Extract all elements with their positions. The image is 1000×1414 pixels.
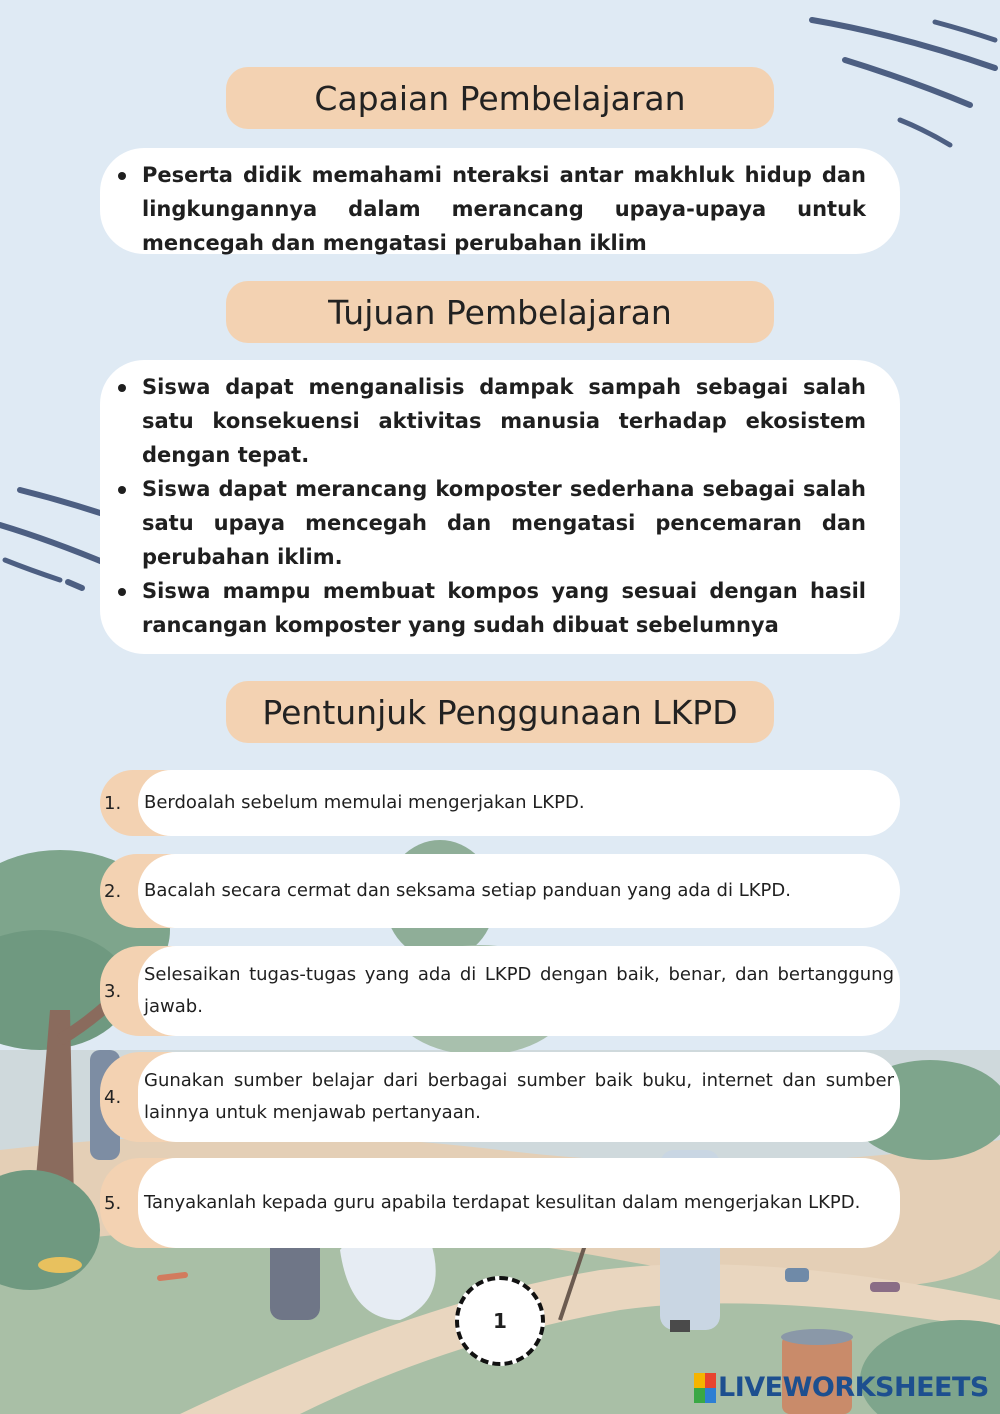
step-text: Tanyakanlah kepada guru apabila terdapat kesulitan dalam mengerjakan LKPD. bbox=[144, 1192, 861, 1213]
bullet-icon bbox=[118, 384, 126, 392]
liveworksheets-watermark bbox=[694, 1372, 989, 1403]
step-item bbox=[100, 946, 900, 1036]
capaian-title: Capaian Pembelajaran bbox=[314, 78, 686, 118]
step-body bbox=[138, 770, 900, 836]
bullet-icon bbox=[118, 486, 126, 494]
tujuan-item bbox=[142, 472, 866, 574]
step-number: 3. bbox=[104, 980, 122, 1002]
tujuan-item-text: Siswa dapat merancang komposter sederhana sebagai salah satu upaya mencegah dan mengatasi pencemaran dan perubahan iklim. bbox=[142, 477, 866, 569]
tujuan-card bbox=[100, 360, 900, 654]
step-text: Selesaikan tugas-tugas yang ada di LKPD dengan baik, benar, dan bertanggung jawab. bbox=[144, 964, 894, 1017]
step-number: 2. bbox=[104, 880, 122, 902]
logo-square-4 bbox=[705, 1388, 716, 1403]
step-text: Gunakan sumber belajar dari berbagai sumber baik buku, internet dan sumber lainnya untuk menjawab pertanyaan. bbox=[144, 1070, 894, 1123]
step-item bbox=[100, 1158, 900, 1248]
step-body bbox=[138, 1052, 900, 1142]
logo-square-3 bbox=[694, 1388, 705, 1403]
capaian-heading bbox=[226, 67, 774, 129]
capaian-card bbox=[100, 148, 900, 254]
page-number bbox=[455, 1276, 545, 1366]
bullet-icon bbox=[118, 172, 126, 180]
petunjuk-heading bbox=[226, 681, 774, 743]
petunjuk-title: Pentunjuk Penggunaan LKPD bbox=[262, 692, 738, 732]
logo-square-2 bbox=[705, 1373, 716, 1388]
capaian-item-text: Peserta didik memahami nteraksi antar makhluk hidup dan lingkungannya dalam merancang upaya-upaya untuk mencegah dan mengatasi perubahan iklim bbox=[142, 163, 866, 255]
step-number: 4. bbox=[104, 1086, 122, 1108]
liveworksheets-logo-icon bbox=[694, 1373, 716, 1403]
step-item bbox=[100, 770, 900, 836]
tujuan-item-text: Siswa mampu membuat kompos yang sesuai dengan hasil rancangan komposter yang sudah dibuat sebelumnya bbox=[142, 579, 866, 637]
logo-square-1 bbox=[694, 1373, 705, 1388]
capaian-item bbox=[142, 158, 866, 260]
step-item bbox=[100, 1052, 900, 1142]
step-item bbox=[100, 854, 900, 928]
tujuan-item-text: Siswa dapat menganalisis dampak sampah sebagai salah satu konsekuensi aktivitas manusia terhadap ekosistem dengan tepat. bbox=[142, 375, 866, 467]
watermark-text: LIVEWORKSHEETS bbox=[718, 1372, 989, 1403]
step-number: 5. bbox=[104, 1192, 122, 1214]
tujuan-item bbox=[142, 370, 866, 472]
bullet-icon bbox=[118, 588, 126, 596]
tujuan-heading bbox=[226, 281, 774, 343]
step-text: Bacalah secara cermat dan seksama setiap panduan yang ada di LKPD. bbox=[144, 880, 791, 901]
page-number-text: 1 bbox=[493, 1309, 507, 1333]
tujuan-item bbox=[142, 574, 866, 642]
tujuan-title: Tujuan Pembelajaran bbox=[328, 292, 672, 332]
step-body bbox=[138, 1158, 900, 1248]
step-body bbox=[138, 946, 900, 1036]
step-text: Berdoalah sebelum memulai mengerjakan LKPD. bbox=[144, 792, 585, 813]
step-body bbox=[138, 854, 900, 928]
step-number: 1. bbox=[104, 792, 122, 814]
